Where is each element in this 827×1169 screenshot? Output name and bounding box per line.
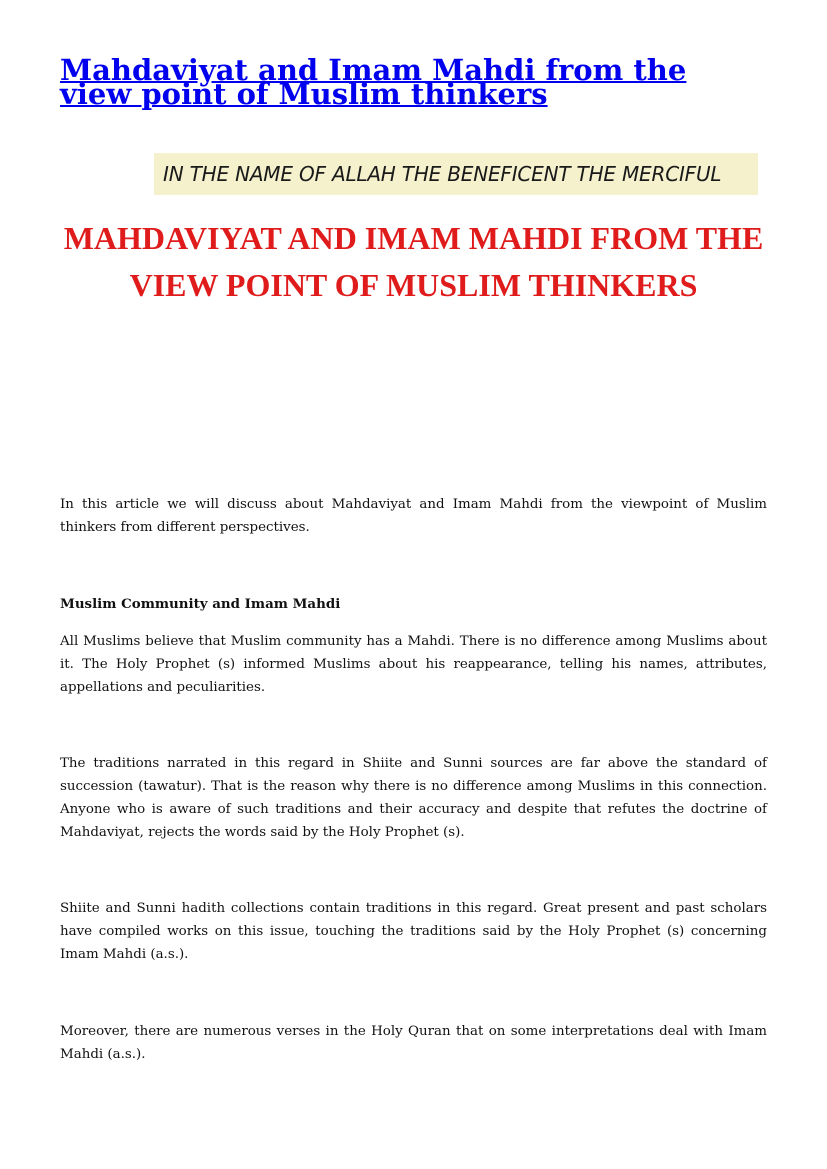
bismillah-banner: IN THE NAME OF ALLAH THE BENEFICENT THE MERCIFUL xyxy=(154,153,758,195)
title-hyperlink[interactable]: Mahdaviyat and Imam Mahdi from the view point of Muslim thinkers xyxy=(60,53,687,111)
paragraph-muslim-community: All Muslims believe that Muslim community has a Mahdi. There is no difference among Muslims about it. The Holy Prophet (s) informed Muslims about his reappearance, telling his names, attributes, appellations and peculiarities. xyxy=(60,634,767,695)
main-heading: MAHDAVIYAT AND IMAM MAHDI FROM THE VIEW POINT OF MUSLIM THINKERS xyxy=(63,220,764,303)
paragraph-traditions: The traditions narrated in this regard in Shiite and Sunni sources are far above the standard of succession (tawatur). That is the reason why there is no difference among Muslims in this connection. Anyone who is aware of such traditions and their accuracy and despite that refutes the doctrine of Mahdaviyat, rejects the words said by the Holy Prophet (s). xyxy=(60,756,767,840)
paragraph-hadith-collections: Shiite and Sunni hadith collections contain traditions in this regard. Great present and past scholars have compiled works on this issue, touching the traditions said by the Holy Prophet (s) concerning Imam Mahdi (a.s.). xyxy=(60,901,767,962)
document-title-link[interactable] xyxy=(60,53,760,111)
section-heading: Muslim Community and Imam Mahdi xyxy=(60,596,341,612)
paragraph-quran-verses: Moreover, there are numerous verses in the Holy Quran that on some interpretations deal with Imam Mahdi (a.s.). xyxy=(60,1024,767,1062)
intro-paragraph: In this article we will discuss about Mahdaviyat and Imam Mahdi from the viewpoint of Muslim thinkers from different perspectives. xyxy=(60,497,767,535)
